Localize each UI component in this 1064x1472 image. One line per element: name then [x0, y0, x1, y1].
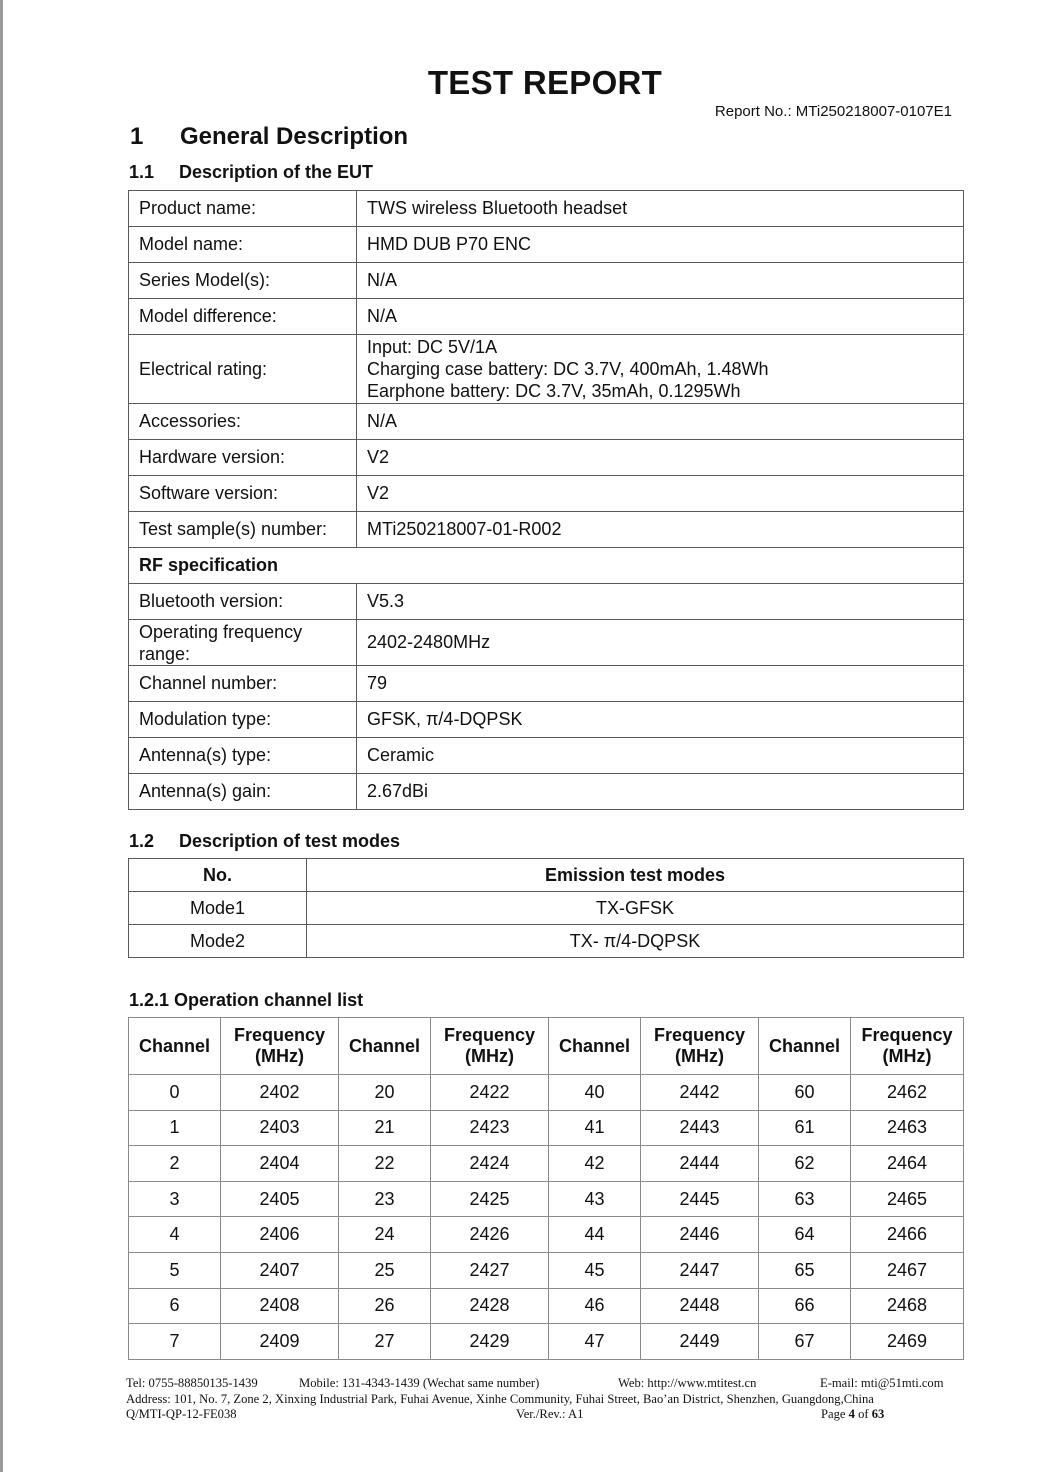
channel-cell: 66 — [759, 1288, 851, 1324]
channel-cell: 46 — [549, 1288, 641, 1324]
frequency-cell: 2462 — [851, 1075, 964, 1111]
channel-cell: 43 — [549, 1181, 641, 1217]
row-label: Test sample(s) number: — [129, 512, 357, 548]
frequency-cell: 2408 — [221, 1288, 339, 1324]
channel-cell: 27 — [339, 1324, 431, 1360]
channel-cell: 20 — [339, 1075, 431, 1111]
frequency-cell: 2404 — [221, 1146, 339, 1182]
column-header-channel: Channel — [759, 1018, 851, 1075]
frequency-cell: 2423 — [431, 1110, 549, 1146]
frequency-cell: 2469 — [851, 1324, 964, 1360]
footer-address: Address: 101, No. 7, Zone 2, Xinxing Industrial Park, Fuhai Avenue, Xinhe Community, Fuhai Street, Bao’an District, Shenzhen, Guangdong,China — [126, 1391, 874, 1406]
column-header-frequency — [851, 1018, 964, 1075]
frequency-cell: 2463 — [851, 1110, 964, 1146]
row-label: Operating frequency range: — [129, 620, 357, 666]
frequency-cell: 2429 — [431, 1324, 549, 1360]
table-row — [129, 1217, 964, 1253]
footer-meta-row — [126, 1407, 976, 1423]
table-row — [129, 1181, 964, 1217]
footer-tel: Tel: 0755-88850135-1439 — [126, 1376, 258, 1390]
column-header-no: No. — [129, 859, 307, 892]
row-value: N/A — [357, 263, 964, 299]
channel-cell: 67 — [759, 1324, 851, 1360]
row-value: V2 — [357, 476, 964, 512]
frequency-cell: 2443 — [641, 1110, 759, 1146]
header-line: Frequency — [653, 1025, 746, 1045]
row-value: N/A — [357, 299, 964, 335]
table-row — [129, 263, 964, 299]
section-1-2-1-heading: 1.2.1 Operation channel list — [129, 990, 364, 1010]
document-title: TEST REPORT — [427, 64, 663, 101]
eut-description-table — [128, 190, 964, 810]
channel-cell: 60 — [759, 1075, 851, 1111]
channel-table-body — [129, 1075, 964, 1360]
table-row — [129, 925, 964, 958]
column-header-channel: Channel — [129, 1018, 221, 1075]
page-prefix: Page — [821, 1407, 849, 1421]
row-label: Electrical rating: — [129, 335, 357, 404]
row-label: Antenna(s) type: — [129, 738, 357, 774]
channel-cell: 25 — [339, 1252, 431, 1288]
footer-mobile: Mobile: 131-4343-1439 (Wechat same number) — [299, 1376, 540, 1390]
channel-cell: 47 — [549, 1324, 641, 1360]
frequency-cell: 2427 — [431, 1252, 549, 1288]
table-row — [129, 892, 964, 925]
table-row — [129, 774, 964, 810]
row-label: Modulation type: — [129, 702, 357, 738]
table-row — [129, 1252, 964, 1288]
operation-channel-table — [128, 1017, 964, 1360]
row-label: Model name: — [129, 227, 357, 263]
channel-cell: 6 — [129, 1288, 221, 1324]
page-footer — [126, 1376, 976, 1423]
footer-contact-row — [126, 1376, 976, 1392]
table-row — [129, 512, 964, 548]
row-value: 79 — [357, 666, 964, 702]
table-row — [129, 335, 964, 404]
header-line: Frequency — [443, 1025, 536, 1045]
header-line: (MHz) — [882, 1046, 932, 1066]
mode-number: Mode2 — [129, 925, 307, 958]
mode-name: TX- π/4-DQPSK — [307, 925, 964, 958]
frequency-cell: 2402 — [221, 1075, 339, 1111]
column-header-emission-test-modes: Emission test modes — [307, 859, 964, 892]
mode-number: Mode1 — [129, 892, 307, 925]
row-label: Model difference: — [129, 299, 357, 335]
row-value: MTi250218007-01-R002 — [357, 512, 964, 548]
header-line: (MHz) — [465, 1046, 514, 1066]
value-line: Earphone battery: DC 3.7V, 35mAh, 0.1295Wh — [367, 381, 741, 401]
table-row — [129, 1075, 964, 1111]
table-row — [129, 1324, 964, 1360]
column-header-frequency — [431, 1018, 549, 1075]
row-label: Antenna(s) gain: — [129, 774, 357, 810]
section-1-1-heading — [129, 162, 373, 183]
channel-cell: 62 — [759, 1146, 851, 1182]
channel-cell: 45 — [549, 1252, 641, 1288]
table-row — [129, 738, 964, 774]
table-row — [129, 1146, 964, 1182]
frequency-cell: 2422 — [431, 1075, 549, 1111]
table-row — [129, 584, 964, 620]
frequency-cell: 2428 — [431, 1288, 549, 1324]
row-label: Hardware version: — [129, 440, 357, 476]
frequency-cell: 2466 — [851, 1217, 964, 1253]
row-label: Product name: — [129, 191, 357, 227]
footer-address-row — [126, 1392, 976, 1408]
channel-cell: 40 — [549, 1075, 641, 1111]
table-row — [129, 476, 964, 512]
row-value: GFSK, π/4-DQPSK — [357, 702, 964, 738]
row-label: Accessories: — [129, 404, 357, 440]
section-number: 1.1 — [129, 162, 155, 182]
table-row — [129, 1110, 964, 1146]
channel-cell: 21 — [339, 1110, 431, 1146]
table-header-row — [129, 859, 964, 892]
frequency-cell: 2447 — [641, 1252, 759, 1288]
channel-cell: 22 — [339, 1146, 431, 1182]
frequency-cell: 2449 — [641, 1324, 759, 1360]
channel-cell: 1 — [129, 1110, 221, 1146]
footer-page-number — [821, 1407, 884, 1423]
value-line: Charging case battery: DC 3.7V, 400mAh, 1.48Wh — [367, 359, 769, 379]
column-header-channel: Channel — [549, 1018, 641, 1075]
row-label: Bluetooth version: — [129, 584, 357, 620]
table-row — [129, 227, 964, 263]
rf-specification-row — [129, 548, 964, 584]
table-row — [129, 666, 964, 702]
table-header-row — [129, 1018, 964, 1075]
header-line: (MHz) — [675, 1046, 724, 1066]
report-number: Report No.: MTi250218007-0107E1 — [714, 103, 952, 120]
channel-cell: 63 — [759, 1181, 851, 1217]
row-value: Ceramic — [357, 738, 964, 774]
frequency-cell: 2442 — [641, 1075, 759, 1111]
section-1-heading — [130, 123, 408, 151]
footer-version: Ver./Rev.: A1 — [516, 1407, 584, 1421]
channel-cell: 26 — [339, 1288, 431, 1324]
table-row — [129, 620, 964, 666]
channel-cell: 2 — [129, 1146, 221, 1182]
row-label: Channel number: — [129, 666, 357, 702]
header-line: Frequency — [233, 1025, 326, 1045]
frequency-cell: 2407 — [221, 1252, 339, 1288]
frequency-cell: 2446 — [641, 1217, 759, 1253]
frequency-cell: 2467 — [851, 1252, 964, 1288]
footer-email: E-mail: mti@51mti.com — [820, 1376, 944, 1390]
frequency-cell: 2464 — [851, 1146, 964, 1182]
channel-cell: 3 — [129, 1181, 221, 1217]
table-row — [129, 404, 964, 440]
page-mid: of — [854, 1407, 872, 1421]
channel-cell: 7 — [129, 1324, 221, 1360]
table-row — [129, 702, 964, 738]
channel-cell: 64 — [759, 1217, 851, 1253]
column-header-frequency — [221, 1018, 339, 1075]
frequency-cell: 2426 — [431, 1217, 549, 1253]
mode-name: TX-GFSK — [307, 892, 964, 925]
test-modes-table — [128, 858, 964, 958]
row-label: Software version: — [129, 476, 357, 512]
row-value: V5.3 — [357, 584, 964, 620]
channel-cell: 5 — [129, 1252, 221, 1288]
channel-cell: 23 — [339, 1181, 431, 1217]
footer-form-code: Q/MTI-QP-12-FE038 — [126, 1407, 237, 1421]
frequency-cell: 2406 — [221, 1217, 339, 1253]
page-edge-border — [0, 0, 3, 1472]
row-value: V2 — [357, 440, 964, 476]
table-row — [129, 191, 964, 227]
channel-cell: 65 — [759, 1252, 851, 1288]
frequency-cell: 2444 — [641, 1146, 759, 1182]
value-line: Input: DC 5V/1A — [367, 337, 498, 357]
frequency-cell: 2465 — [851, 1181, 964, 1217]
section-title: Description of the EUT — [179, 162, 374, 182]
row-value: HMD DUB P70 ENC — [357, 227, 964, 263]
channel-cell: 24 — [339, 1217, 431, 1253]
frequency-cell: 2405 — [221, 1181, 339, 1217]
column-header-channel: Channel — [339, 1018, 431, 1075]
header-line: Frequency — [861, 1025, 953, 1045]
frequency-cell: 2445 — [641, 1181, 759, 1217]
column-header-frequency — [641, 1018, 759, 1075]
page-current: 4 — [848, 1407, 855, 1421]
section-number: 1.2 — [129, 831, 155, 851]
table-row — [129, 440, 964, 476]
channel-cell: 4 — [129, 1217, 221, 1253]
row-value: TWS wireless Bluetooth headset — [357, 191, 964, 227]
frequency-cell: 2448 — [641, 1288, 759, 1324]
section-number: 1 — [130, 123, 144, 150]
rf-specification-heading: RF specification — [129, 548, 964, 584]
header-line: (MHz) — [255, 1046, 304, 1066]
channel-cell: 44 — [549, 1217, 641, 1253]
footer-web: Web: http://www.mtitest.cn — [618, 1376, 757, 1390]
channel-cell: 61 — [759, 1110, 851, 1146]
row-value — [357, 335, 964, 404]
row-value: 2.67dBi — [357, 774, 964, 810]
section-title: Description of test modes — [179, 831, 401, 851]
channel-cell: 42 — [549, 1146, 641, 1182]
table-row — [129, 1288, 964, 1324]
section-title: General Description — [180, 123, 409, 150]
row-label: Series Model(s): — [129, 263, 357, 299]
frequency-cell: 2424 — [431, 1146, 549, 1182]
channel-cell: 41 — [549, 1110, 641, 1146]
page-total: 63 — [871, 1407, 885, 1421]
row-value: N/A — [357, 404, 964, 440]
frequency-cell: 2468 — [851, 1288, 964, 1324]
frequency-cell: 2425 — [431, 1181, 549, 1217]
section-1-2-heading — [129, 831, 400, 852]
table-row — [129, 299, 964, 335]
row-value: 2402-2480MHz — [357, 620, 964, 666]
frequency-cell: 2403 — [221, 1110, 339, 1146]
channel-cell: 0 — [129, 1075, 221, 1111]
frequency-cell: 2409 — [221, 1324, 339, 1360]
